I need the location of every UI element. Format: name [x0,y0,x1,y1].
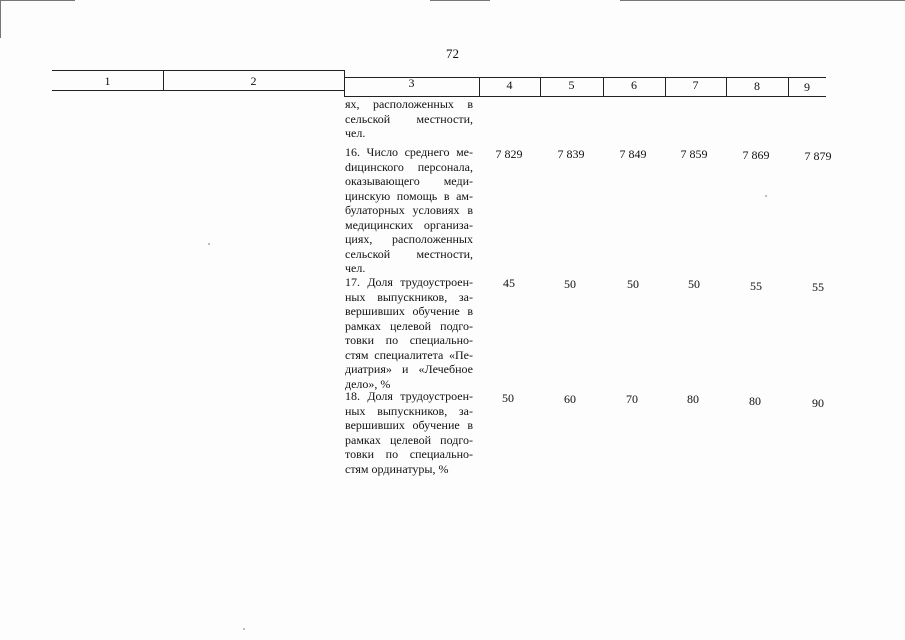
scan-artifact-edge [0,0,1,38]
page-number: 72 [446,46,459,61]
row-16-value-col6: 7 849 [619,147,647,161]
row-18-value-col8: 80 [749,394,761,408]
row-18-value-col6: 70 [626,392,638,406]
continued-description: ях, расположенных в сельской местности, чел. [345,97,473,140]
column-header-6: 6 [631,78,637,92]
row-18-value-col9: 90 [812,396,824,410]
column-header-5: 5 [568,78,575,92]
row-17-value-col5: 50 [564,277,576,291]
column-header-1: 1 [104,74,111,88]
row-17-value-col7: 50 [688,277,700,291]
column-header-9: 9 [804,80,810,94]
column-header-7: 7 [692,78,699,92]
column-header-3: 3 [408,76,415,90]
column-header-2: 2 [250,74,257,88]
row-18-value-col5: 60 [564,392,576,406]
column-header-4: 4 [506,78,513,92]
row-17-value-col8: 55 [750,279,762,293]
table-header-bottom-border [52,90,344,91]
row-17-value-col4: 45 [503,276,515,290]
row-17-value-col6: 50 [627,277,639,291]
scan-artifact-line [620,0,905,1]
table-top-border [52,70,344,71]
row-18-value-col7: 80 [687,392,699,406]
row-18-description: 18. Доля трудоустроенных выпускников, завершивших обучение в рамках целевой подготовки по специальностям ординатуры, % [345,389,473,476]
scan-speck [243,628,245,630]
row-18-value-col4: 50 [502,391,514,405]
row-16-value-col4: 7 829 [495,147,523,161]
scan-artifact-line [430,0,490,1]
column-header-8: 8 [754,79,760,93]
row-16-description: 16. Число среднего меdицинского персонала, оказывающего медицинскую помощь в амбулаторных условиях в медицинских организациях, расположенных сельской местности, чел. [345,145,473,275]
row-17-description: 17. Доля трудоустроенных выпускников, завершивших обучение в рамках целевой подготовки по специальностям специалитета «Педиатрия» и «Лечебное дело», % [345,275,473,391]
scan-artifact-line [0,0,75,1]
scan-speck [208,243,210,245]
row-16-value-col8: 7 869 [742,148,770,162]
row-17-value-col9: 55 [812,280,824,294]
row-16-value-col9: 7 879 [804,149,832,163]
row-16-value-col5: 7 839 [557,147,585,161]
scan-speck [765,195,767,197]
row-16-value-col7: 7 859 [680,147,708,161]
